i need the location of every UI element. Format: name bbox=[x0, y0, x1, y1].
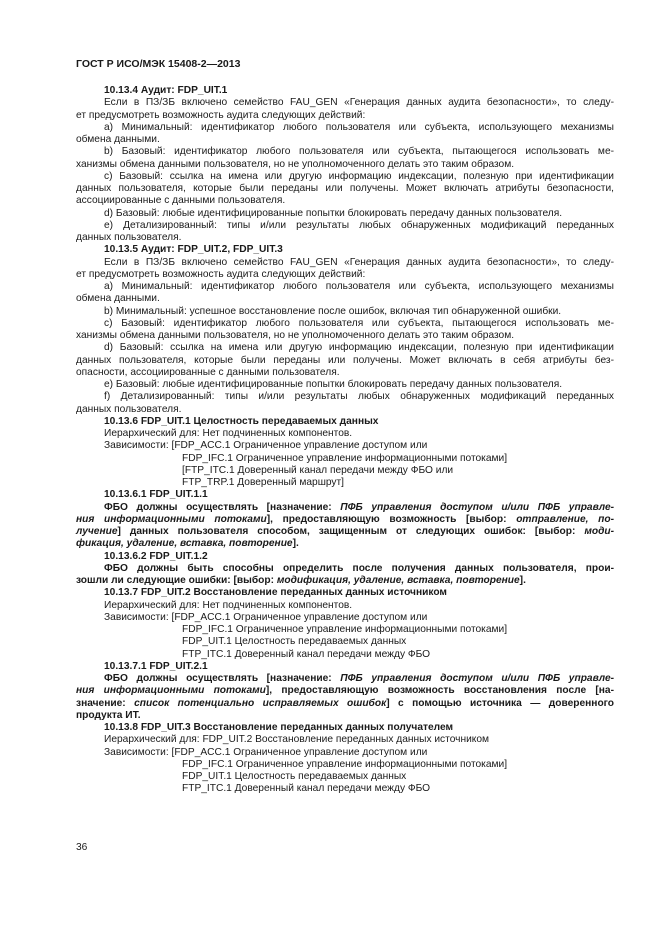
emphasis-run: 10.13.6.2 FDP_UIT.1.2 bbox=[104, 550, 208, 562]
emphasis-run: зошли ли следующие ошибки: [выбор: bbox=[76, 575, 277, 586]
text-run: FTP_ITC.1 Доверенный канал передачи между ФБО bbox=[182, 783, 431, 795]
text-run: f) Детализированный: типы и/или результаты любых обнаруженных модификаций переданных bbox=[104, 391, 614, 403]
text-line bbox=[76, 293, 614, 305]
text-line bbox=[76, 526, 614, 538]
paragraph bbox=[76, 146, 614, 171]
text-run: FDP_IFC.1 Ограниченное управление информационными потоками] bbox=[182, 758, 508, 770]
text-line bbox=[76, 587, 614, 599]
text-line bbox=[76, 244, 614, 256]
emphasis-run: продукта ИТ. bbox=[76, 709, 141, 721]
emphasis-run: ] данных пользователя способом, защищенным от следующих ошибок: [выбор: bbox=[117, 526, 585, 537]
text-run: FDP_IFC.1 Ограниченное управление информационными потоками] bbox=[182, 624, 508, 635]
text-run: ассоциированные с данными пользователя. bbox=[76, 195, 286, 207]
text-run: e) Базовый: любые идентифицированные попытки блокировать передачу данных пользователя. bbox=[104, 379, 563, 390]
emphasis-run: 10.13.7.1 FDP_UIT.2.1 bbox=[104, 660, 208, 672]
text-run: Если в ПЗ/ЗБ включено семейство FAU_GEN «Генерация данных аудита безопасности», то следу- bbox=[104, 97, 614, 109]
text-line bbox=[76, 281, 614, 293]
paragraph bbox=[76, 673, 614, 722]
text-run: FDP_UIT.1 Целостность передаваемых данных bbox=[182, 636, 407, 648]
text-line bbox=[76, 159, 614, 171]
text-line bbox=[76, 624, 614, 636]
paragraph bbox=[76, 734, 614, 746]
paragraph bbox=[76, 85, 614, 97]
text-line bbox=[76, 685, 614, 697]
text-line bbox=[76, 453, 614, 465]
text-run: c) Базовый: ссылка на имена или другую информацию индексации, полезную при идентификации bbox=[104, 170, 614, 182]
paragraph bbox=[76, 379, 614, 391]
paragraph bbox=[76, 257, 614, 282]
text-run: FTP_TRP.1 Доверенный маршрут] bbox=[182, 477, 345, 488]
paragraph bbox=[76, 391, 614, 416]
text-run: a) Минимальный: идентификатор любого пользователя или субъекта, использующего механизмы bbox=[104, 281, 614, 292]
text-line bbox=[76, 747, 614, 759]
text-line bbox=[76, 342, 614, 354]
emphasis-run: ФБО должны осуществлять [назначение: bbox=[104, 673, 341, 684]
text-line bbox=[76, 269, 614, 281]
emphasis-run: ПФБ управления доступом и/или ПФБ управле- bbox=[340, 673, 614, 684]
text-run: Иерархический для: FDP_UIT.2 Восстановление переданных данных источником bbox=[104, 734, 490, 746]
text-line bbox=[76, 783, 614, 795]
text-line bbox=[76, 502, 614, 514]
standard-header: ГОСТ Р ИСО/МЭК 15408-2—2013 bbox=[76, 58, 241, 70]
text-line bbox=[76, 673, 614, 685]
emphasis-run: 10.13.8 FDP_UIT.3 Восстановление переданных данных получателем bbox=[104, 722, 454, 733]
paragraph bbox=[76, 342, 614, 379]
text-run: d) Базовый: ссылка на имена или другую информацию индексации, полезную при идентификации bbox=[104, 342, 614, 354]
emphasis-run: ]. bbox=[519, 575, 526, 586]
emphasis-run: 10.13.4 Аудит: FDP_UIT.1 bbox=[104, 85, 228, 96]
emphasis-run: ]. bbox=[292, 538, 299, 550]
emphasis-run: значение: bbox=[76, 697, 135, 709]
paragraph bbox=[76, 661, 614, 673]
text-line bbox=[76, 134, 614, 146]
paragraph bbox=[76, 97, 614, 122]
text-line bbox=[76, 183, 614, 195]
emphasis-run: ФБО должны быть способны определить после получения данных пользователя, прои- bbox=[104, 562, 614, 574]
text-run: Если в ПЗ/ЗБ включено семейство FAU_GEN «Генерация данных аудита безопасности», то следу- bbox=[104, 256, 614, 268]
text-line bbox=[76, 722, 614, 734]
text-line bbox=[76, 514, 614, 526]
text-line bbox=[76, 575, 614, 587]
text-run: FDP_UIT.1 Целостность передаваемых данных bbox=[182, 771, 407, 782]
emphasis-run: ния информационными потоками bbox=[76, 685, 266, 697]
text-run: ет предусмотреть возможность аудита следующих действий: bbox=[76, 268, 366, 280]
text-line bbox=[76, 600, 614, 612]
text-line bbox=[76, 710, 614, 722]
paragraph bbox=[76, 220, 614, 245]
text-line bbox=[76, 171, 614, 183]
emphasis-run: 10.13.5 Аудит: FDP_UIT.2, FDP_UIT.3 bbox=[104, 244, 283, 256]
text-run: [FTP_ITC.1 Доверенный канал передачи между ФБО или bbox=[182, 464, 454, 476]
text-run: данных пользователя. bbox=[76, 232, 182, 243]
text-run: Иерархический для: Нет подчиненных компонентов. bbox=[104, 599, 353, 611]
text-run: обмена данными. bbox=[76, 293, 160, 305]
text-line bbox=[76, 367, 614, 379]
text-run: ет предусмотреть возможность аудита следующих действий: bbox=[76, 109, 366, 121]
emphasis-run: ФБО должны осуществлять [назначение: bbox=[104, 501, 341, 513]
text-line bbox=[76, 404, 614, 416]
text-run: FDP_IFC.1 Ограниченное управление информационными потоками] bbox=[182, 452, 508, 464]
paragraph bbox=[76, 281, 614, 306]
text-line bbox=[76, 551, 614, 563]
emphasis-run: 10.13.6.1 FDP_UIT.1.1 bbox=[104, 489, 208, 501]
text-line bbox=[76, 355, 614, 367]
text-run: данных пользователя, которые были переданы или получены. Может включать в себя атрибуты без- bbox=[76, 354, 614, 366]
text-line bbox=[76, 416, 614, 428]
text-run: b) Минимальный: успешное восстановление после ошибок, включая тип обнаруженной ошибки. bbox=[104, 305, 562, 317]
paragraph bbox=[76, 612, 614, 661]
text-line bbox=[76, 306, 614, 318]
emphasis-run: 10.13.7 FDP_UIT.2 Восстановление переданных данных источником bbox=[104, 587, 447, 599]
text-line bbox=[76, 759, 614, 771]
text-run: Иерархический для: Нет подчиненных компонентов. bbox=[104, 428, 353, 439]
emphasis-run: список потенциально исправляемых ошибок bbox=[134, 697, 387, 709]
emphasis-run: лучение bbox=[76, 526, 118, 537]
text-run: данных пользователя. bbox=[76, 403, 182, 415]
text-line bbox=[76, 391, 614, 403]
page-number: 36 bbox=[76, 842, 88, 853]
text-run: опасности, ассоциированные с данными пользователя. bbox=[76, 366, 340, 378]
paragraph bbox=[76, 171, 614, 208]
text-run: данных пользователя, которые были переданы или получены. Может включать атрибуты безопасности, bbox=[76, 183, 614, 194]
emphasis-run: ния информационными потоками bbox=[76, 513, 267, 525]
text-line bbox=[76, 612, 614, 624]
text-run: ханизмы обмена данными пользователя, но не уполномоченного делать это таким образом. bbox=[76, 330, 515, 341]
text-line bbox=[76, 97, 614, 109]
paragraph bbox=[76, 722, 614, 734]
paragraph bbox=[76, 440, 614, 489]
text-line bbox=[76, 379, 614, 391]
emphasis-run: ], предоставляющую возможность восстановления после [на- bbox=[265, 685, 614, 697]
text-line bbox=[76, 146, 614, 158]
text-line bbox=[76, 465, 614, 477]
emphasis-run: модификация, удаление, вставка, повторение bbox=[276, 575, 520, 586]
text-line bbox=[76, 195, 614, 207]
paragraph bbox=[76, 306, 614, 318]
text-line bbox=[76, 489, 614, 501]
text-run: e) Детализированный: типы и/или результаты любых обнаруженных модификаций переданных bbox=[104, 219, 614, 231]
paragraph bbox=[76, 600, 614, 612]
paragraph bbox=[76, 563, 614, 588]
paragraph bbox=[76, 428, 614, 440]
text-run: Зависимости: [FDP_ACC.1 Ограниченное управление доступом или bbox=[104, 440, 428, 452]
emphasis-run: фикация, удаление, вставка, повторение bbox=[76, 538, 293, 550]
text-line bbox=[76, 232, 614, 244]
emphasis-run: ] с помощью источника — доверенного bbox=[386, 697, 615, 709]
emphasis-run: 10.13.6 FDP_UIT.1 Целостность передаваемых данных bbox=[104, 415, 379, 427]
text-run: Зависимости: [FDP_ACC.1 Ограниченное управление доступом или bbox=[104, 611, 428, 623]
paragraph bbox=[76, 502, 614, 551]
text-line bbox=[76, 649, 614, 661]
text-line bbox=[76, 330, 614, 342]
paragraph bbox=[76, 208, 614, 220]
paragraph bbox=[76, 551, 614, 563]
text-line bbox=[76, 122, 614, 134]
text-line bbox=[76, 208, 614, 220]
text-line bbox=[76, 698, 614, 710]
text-run: обмена данными. bbox=[76, 134, 160, 145]
paragraph bbox=[76, 416, 614, 428]
text-line bbox=[76, 771, 614, 783]
text-run: FTP_ITC.1 Доверенный канал передачи между ФБО bbox=[182, 648, 431, 660]
text-line bbox=[76, 734, 614, 746]
emphasis-run: ], предоставляющую возможность [выбор: bbox=[266, 513, 517, 525]
emphasis-run: ПФБ управления доступом и/или ПФБ управле- bbox=[340, 501, 614, 513]
text-line bbox=[76, 428, 614, 440]
text-run: ханизмы обмена данными пользователя, но не уполномоченного делать это таким образом. bbox=[76, 158, 515, 170]
text-run: b) Базовый: идентификатор любого пользователя или субъекта, пытающегося использовать ме- bbox=[104, 146, 614, 158]
text-run: c) Базовый: идентификатор любого пользователя или субъекта, пытающегося использовать ме- bbox=[104, 317, 614, 329]
text-line bbox=[76, 563, 614, 575]
text-line bbox=[76, 318, 614, 330]
text-line bbox=[76, 538, 614, 550]
text-line bbox=[76, 257, 614, 269]
text-line bbox=[76, 220, 614, 232]
text-line bbox=[76, 661, 614, 673]
paragraph bbox=[76, 122, 614, 147]
text-run: a) Минимальный: идентификатор любого пользователя или субъекта, использующего механизмы bbox=[104, 121, 614, 133]
document-body bbox=[76, 85, 614, 796]
text-line bbox=[76, 85, 614, 97]
paragraph bbox=[76, 318, 614, 343]
text-line bbox=[76, 477, 614, 489]
text-run: Зависимости: [FDP_ACC.1 Ограниченное управление доступом или bbox=[104, 746, 428, 758]
text-line bbox=[76, 440, 614, 452]
emphasis-run: моди- bbox=[584, 526, 614, 537]
text-run: d) Базовый: любые идентифицированные попытки блокировать передачу данных пользователя. bbox=[104, 207, 563, 219]
paragraph bbox=[76, 244, 614, 256]
text-line bbox=[76, 110, 614, 122]
paragraph bbox=[76, 489, 614, 501]
text-line bbox=[76, 636, 614, 648]
emphasis-run: отправление, по- bbox=[516, 513, 614, 525]
paragraph bbox=[76, 747, 614, 796]
paragraph bbox=[76, 587, 614, 599]
